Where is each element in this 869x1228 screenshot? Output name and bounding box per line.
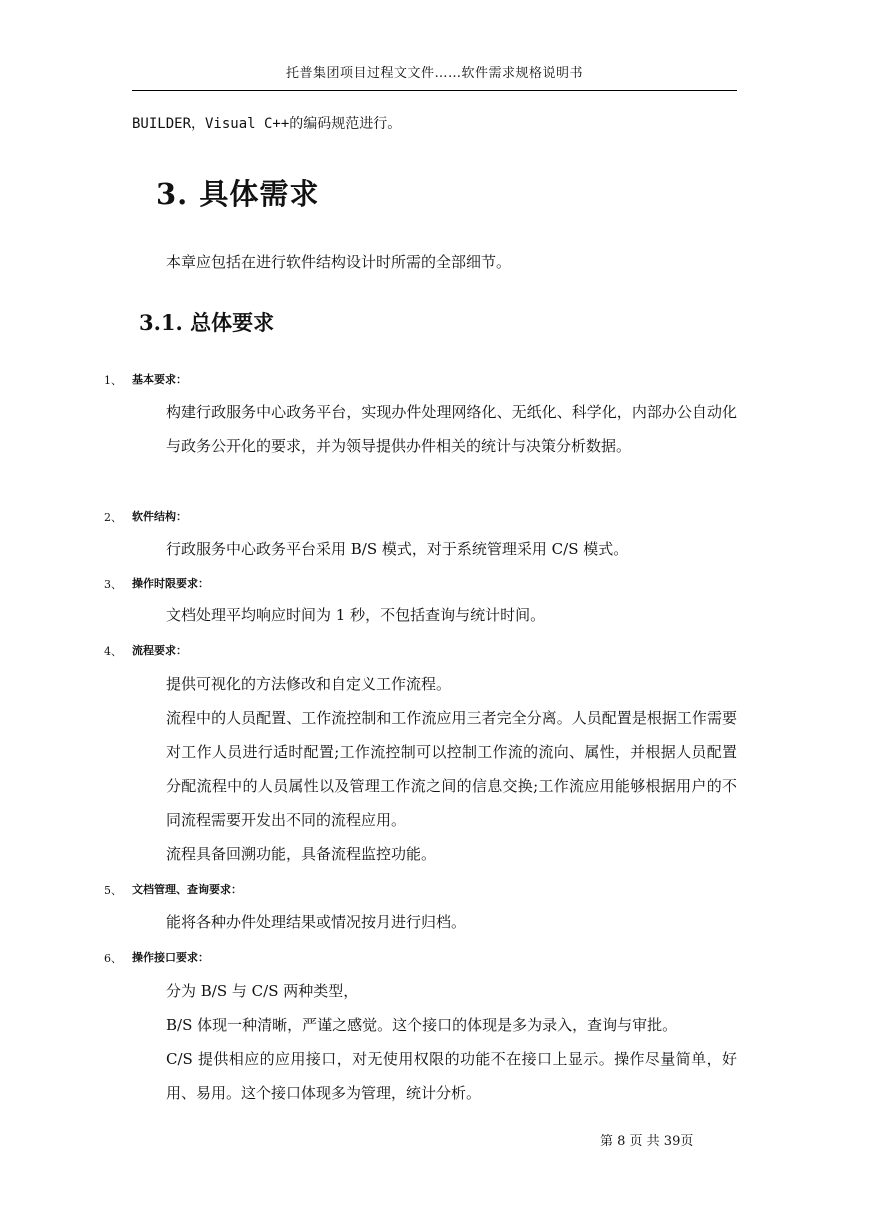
item-title-6: 操作接口要求： (132, 951, 209, 964)
paragraph-text: 流程具备回溯功能，具备流程监控功能。 (166, 845, 437, 863)
item-5-paragraph-1 (132, 905, 737, 939)
item-number-5: 5、 (104, 884, 122, 897)
item-title-4: 流程要求： (132, 644, 187, 657)
item-title-1: 基本要求： (132, 373, 187, 386)
paragraph-text: 行政服务中心政务平台采用 B/S 模式，对于系统管理采用 C/S 模式。 (166, 540, 629, 558)
chapter-title: 3. 具体需求 (156, 177, 320, 211)
item-1-paragraph-1 (132, 395, 737, 463)
item-6-paragraphs (132, 974, 737, 1110)
item-4-paragraphs (132, 667, 737, 871)
paragraph-text: 文档处理平均响应时间为 1 秒，不包括查询与统计时间。 (166, 606, 546, 624)
paragraph-text: 构建行政服务中心政务平台，实现办件处理网络化、无纸化、科学化，内部办公自动化与政务公开化的要求，并为领导提供办件相关的统计与决策分析数据。 (166, 403, 737, 455)
paragraph-text: C/S 提供相应的应用接口，对无使用权限的功能不在接口上显示。操作尽量简单，好用、易用。这个接口体现多为管理，统计分析。 (166, 1050, 737, 1102)
item-title-3: 操作时限要求： (132, 577, 209, 590)
item-number-1: 1、 (104, 374, 122, 387)
page-footer: 第 8 页 共 39页 (600, 1134, 694, 1149)
item-3-paragraph-1 (132, 598, 737, 632)
section-title: 3.1. 总体要求 (139, 310, 275, 335)
item-title-2: 软件结构： (132, 510, 187, 523)
page-header: 托普集团项目过程文文件……软件需求规格说明书 (132, 62, 737, 91)
paragraph-text: 分为 B/S 与 C/S 两种类型， (166, 982, 359, 1000)
paragraph-text: B/S 体现一种清晰，严谨之感觉。这个接口的体现是多为录入，查询与审批。 (166, 1016, 678, 1034)
item-number-3: 3、 (104, 578, 122, 591)
item-number-4: 4、 (104, 645, 122, 658)
item-2-paragraph-1 (132, 532, 737, 566)
paragraph-text: 能将各种办件处理结果或情况按月进行归档。 (166, 913, 467, 931)
item-number-2: 2、 (104, 511, 122, 524)
paragraph-text: 流程中的人员配置、工作流控制和工作流应用三者完全分离。人员配置是根据工作需要对工作人员进行适时配置;工作流控制可以控制工作流的流向、属性，并根据人员配置分配流程中的人员属性以及管理工作流之间的信息交换;工作流应用能够根据用户的不同流程需要开发出不同的流程应用。 (166, 709, 737, 829)
chapter-intro: 本章应包括在进行软件结构设计时所需的全部细节。 (166, 253, 512, 271)
intro-line: BUILDER，Visual C++的编码规范进行。 (132, 116, 402, 132)
item-title-5: 文档管理、查询要求： (132, 883, 242, 896)
paragraph-text: 提供可视化的方法修改和自定义工作流程。 (166, 675, 452, 693)
item-number-6: 6、 (104, 952, 122, 965)
